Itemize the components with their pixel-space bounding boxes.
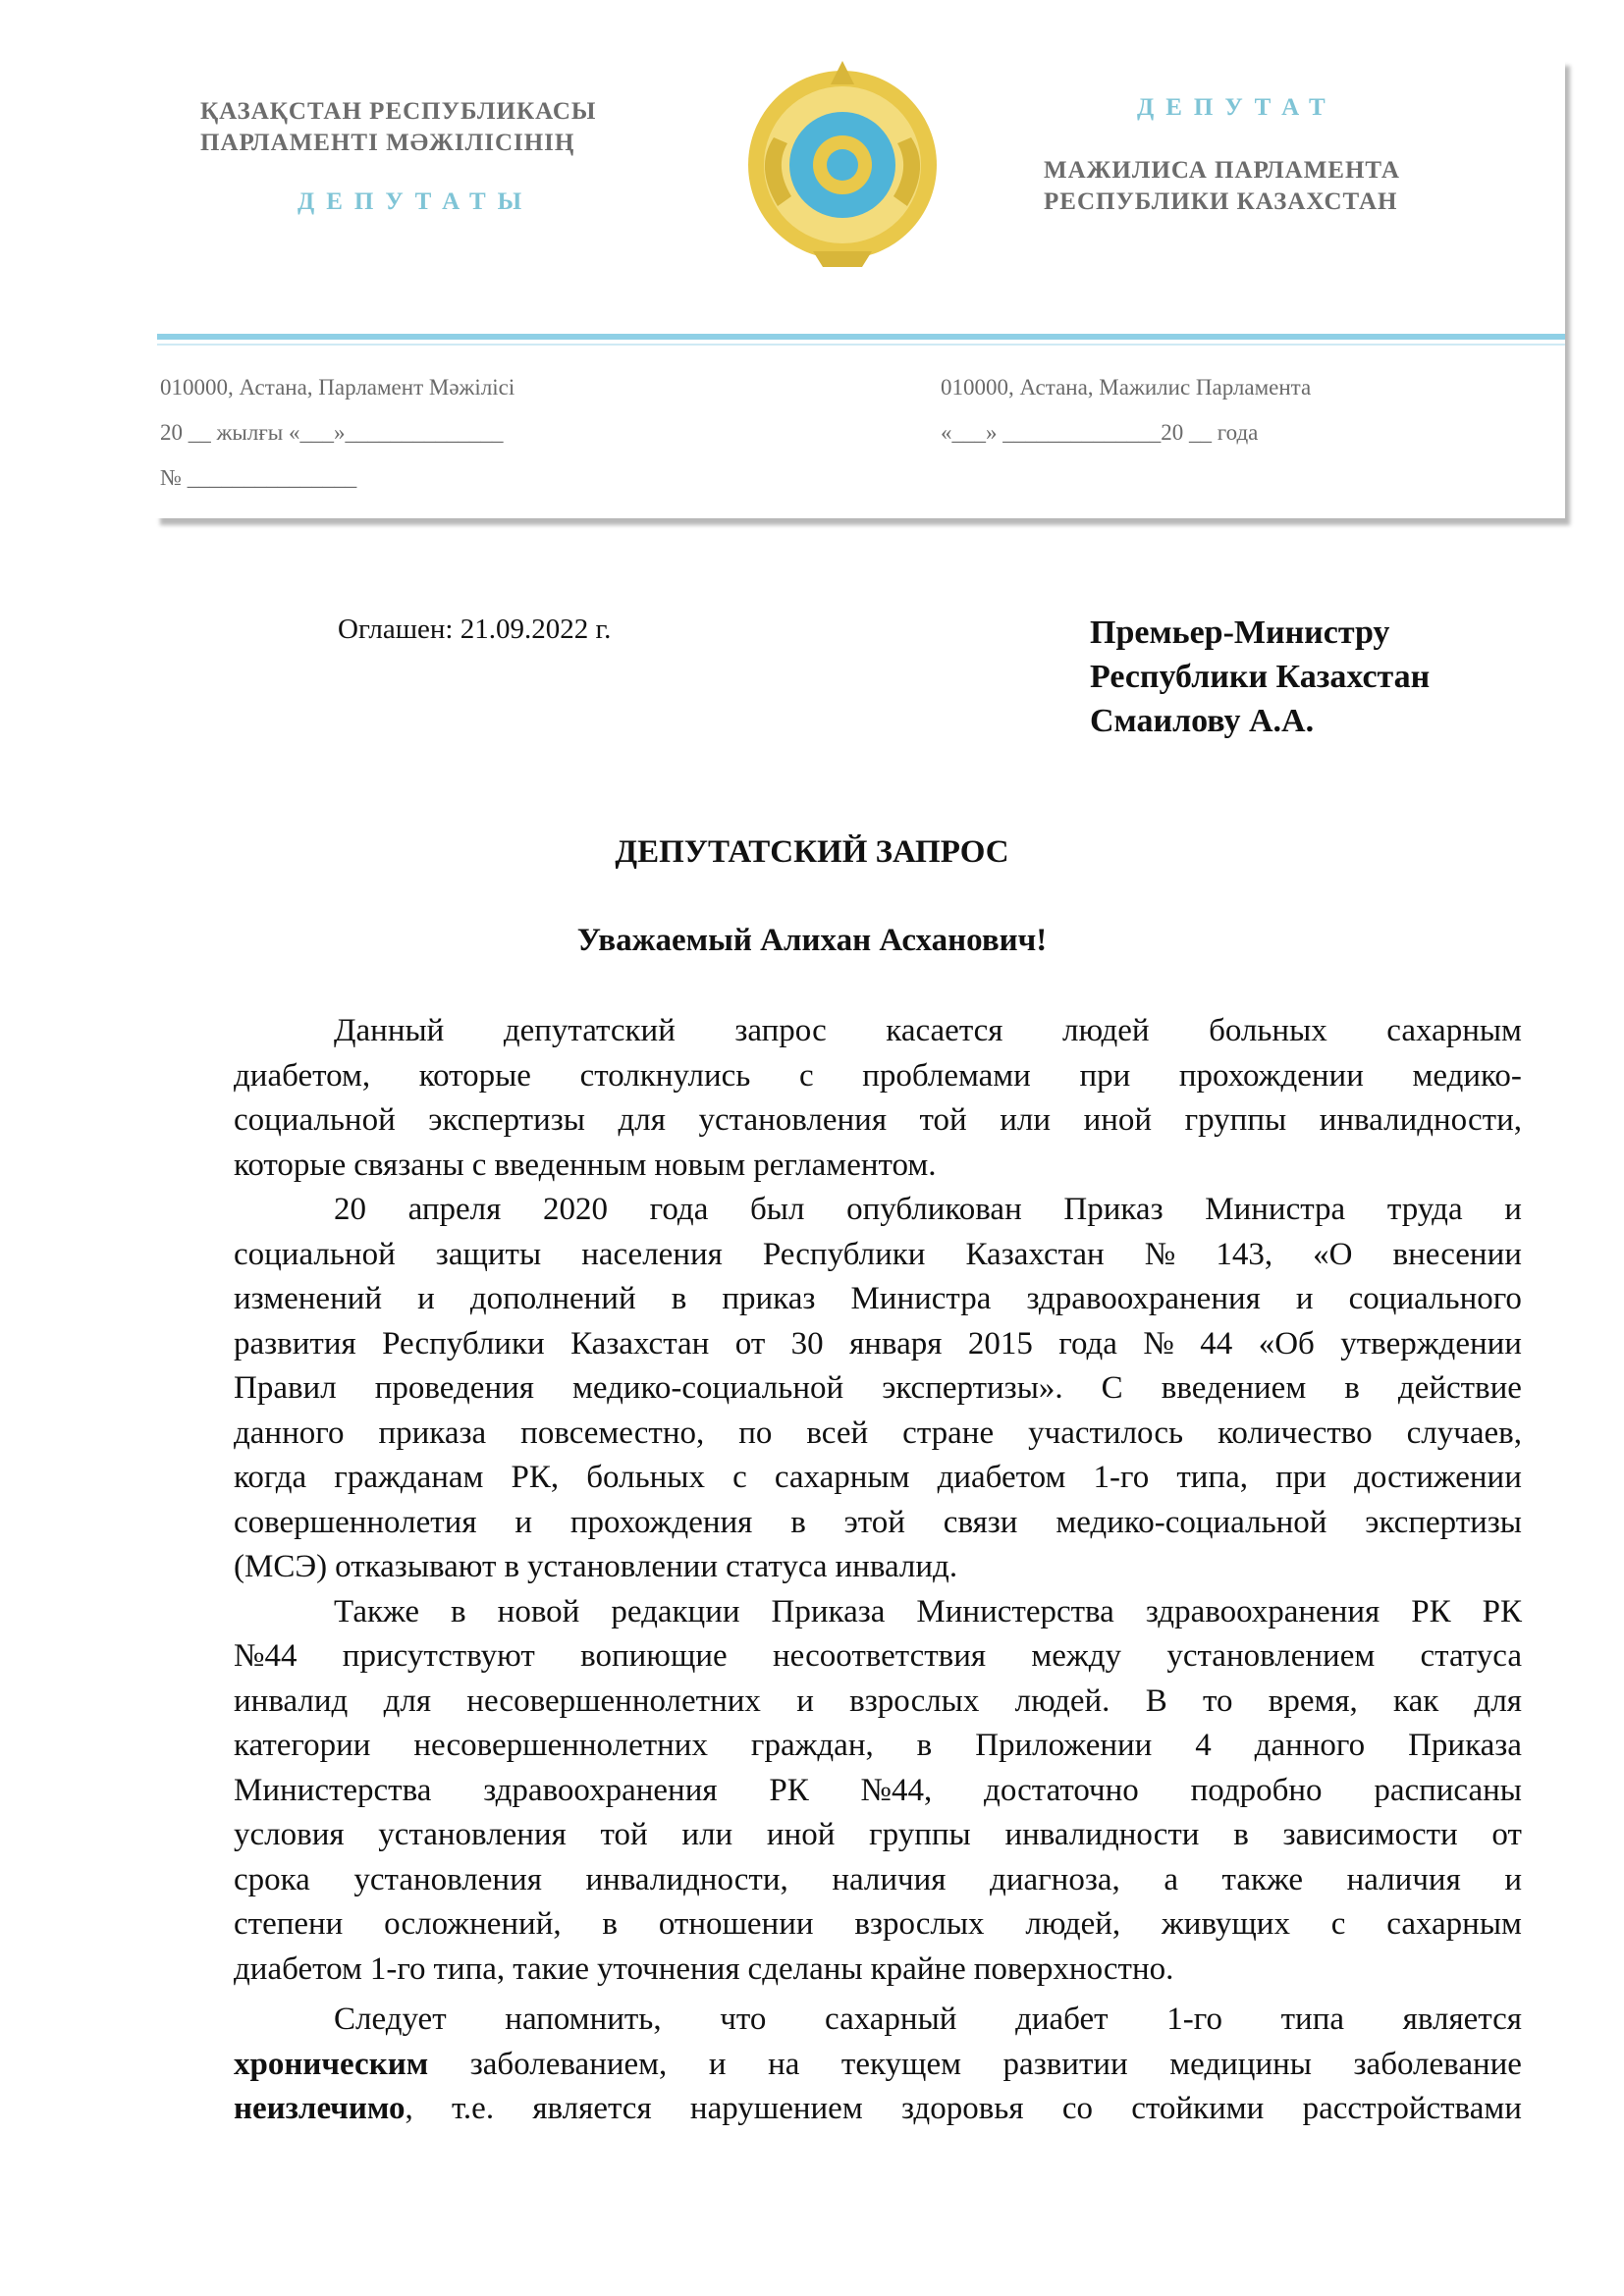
body-word: в [504, 1549, 520, 1584]
body-word: Республики [762, 1236, 926, 1272]
body-word: для [1474, 1682, 1522, 1719]
letterhead-right-org-line: РЕСПУБЛИКИ КАЗАХСТАН [1044, 188, 1398, 215]
body-word: приказ [722, 1281, 816, 1316]
body-word: а [1164, 1861, 1178, 1897]
body-word: такие [513, 1950, 589, 1987]
body-word: или [681, 1817, 733, 1852]
body-word: по [738, 1415, 773, 1451]
letterhead-right-deputy: ДЕПУТАТ [1137, 94, 1337, 121]
body-word: сахарным [1386, 1013, 1522, 1048]
body-word: экспертизы». [882, 1370, 1063, 1406]
body-line [234, 1902, 1522, 1948]
body-word: данного [1254, 1728, 1366, 1763]
body-word: наличия [1346, 1861, 1461, 1897]
body-word: медико-социальной [572, 1370, 844, 1406]
body-word: присутствуют [342, 1638, 535, 1674]
body-word: с [798, 1057, 814, 1094]
body-word: был [750, 1192, 805, 1227]
body-word: срока [234, 1861, 310, 1897]
body-word: 1-го [1166, 2002, 1222, 2037]
body-word: введенным [494, 1147, 647, 1183]
body-word: которые [234, 1147, 347, 1183]
body-word: № [1143, 1325, 1174, 1362]
body-word: и [1295, 1281, 1314, 1316]
body-word: социальной [234, 1236, 396, 1272]
body-word: связи [943, 1504, 1018, 1540]
body-line [234, 1724, 1522, 1769]
body-word: инвалид [234, 1682, 349, 1719]
body-word: новым [654, 1147, 746, 1183]
letterhead-left-number-line: № _______________ [160, 465, 357, 490]
letterhead-left-address-line: 010000, Астана, Парламент Мәжілісі [160, 375, 515, 400]
body-word: для [618, 1102, 666, 1138]
body-word: несовершеннолетних [466, 1682, 761, 1719]
document-body [234, 1009, 1522, 2132]
body-word: диабет [1015, 2002, 1109, 2037]
body-word: всей [806, 1415, 869, 1451]
body-line [234, 1858, 1522, 1903]
body-word: внесении [1392, 1236, 1522, 1272]
body-word: Министра [1205, 1192, 1346, 1227]
body-word: установления [698, 1102, 888, 1138]
body-word: установлении [527, 1549, 719, 1584]
body-word: медицины [1169, 2046, 1312, 2082]
body-word: РК, [511, 1460, 560, 1495]
body-word: повсеместно, [520, 1415, 705, 1451]
body-word: зависимости [1282, 1817, 1458, 1852]
body-word: 20 [334, 1192, 366, 1227]
body-word: от [1491, 1817, 1522, 1852]
body-line [234, 1680, 1522, 1725]
body-word: (МСЭ) [234, 1549, 328, 1584]
body-word: РК [769, 1772, 809, 1808]
recipient-block [1090, 611, 1430, 743]
body-word: заболеванием, [469, 2046, 668, 2082]
body-word: иной [1083, 1102, 1153, 1138]
letterhead-left-org-line: ПАРЛАМЕНТІ МӘЖІЛІСІНІҢ [200, 130, 575, 156]
body-word: нарушением [689, 2091, 863, 2126]
body-word: что [720, 2002, 767, 2037]
body-word: той [600, 1817, 648, 1852]
body-word: сахарный [825, 2002, 957, 2037]
body-word: «Об [1258, 1325, 1315, 1362]
body-word: медико-социальной [1056, 1504, 1327, 1540]
letterhead-right-address [941, 365, 1311, 455]
letterhead-right-organization [1044, 155, 1554, 218]
body-word: в [790, 1504, 806, 1540]
letterhead [155, 59, 1565, 518]
recipient-line: Республики Казахстан [1090, 659, 1431, 695]
body-line [234, 1322, 1522, 1367]
body-word: 143, [1216, 1236, 1273, 1272]
body-word: прохождения [569, 1504, 753, 1540]
body-word: напомнить, [505, 2002, 662, 2037]
body-word: в [916, 1728, 933, 1763]
body-line [234, 1998, 1522, 2043]
body-word: степени [234, 1906, 344, 1942]
body-word: отношении [658, 1906, 814, 1942]
body-word: 1-го [369, 1950, 426, 1987]
body-line [234, 1412, 1522, 1457]
body-word: типа, [1176, 1460, 1248, 1495]
body-line [234, 1590, 1522, 1635]
body-word: №44 [234, 1638, 298, 1674]
body-word: диабетом [234, 1950, 362, 1987]
body-word: типа, [433, 1950, 506, 1987]
body-word: живущих [1161, 1906, 1290, 1942]
body-word: установления [353, 1861, 542, 1897]
body-word: социального [1348, 1281, 1522, 1316]
body-word: РК [1482, 1593, 1522, 1629]
body-word: гражданам [334, 1460, 484, 1495]
body-word: сахарным [1386, 1906, 1522, 1942]
body-word: стране [902, 1415, 995, 1451]
body-word: действие [1397, 1370, 1522, 1406]
body-word: апреля [407, 1192, 502, 1227]
body-word: текущем [840, 2046, 961, 2082]
body-word: между [1031, 1638, 1122, 1674]
body-line [234, 1233, 1522, 1278]
body-word: новой [497, 1593, 580, 1629]
body-word: депутатский [503, 1013, 676, 1048]
body-word: защиты [435, 1236, 542, 1272]
salutation: Уважаемый Алихан Асханович! [576, 923, 1048, 958]
body-word: и [417, 1281, 435, 1316]
body-line [234, 1009, 1522, 1054]
body-word: экспертизы [428, 1102, 585, 1138]
body-word: инвалид. [835, 1549, 958, 1584]
body-word: условия [234, 1817, 345, 1852]
body-line [234, 1366, 1522, 1412]
body-word-bold: хроническим [234, 2046, 429, 2082]
body-word: время, [1268, 1682, 1358, 1719]
body-word: наличия [832, 1861, 947, 1897]
body-word: проблемами [862, 1057, 1031, 1094]
body-word: отказывают [335, 1549, 497, 1584]
body-word: граждан, [750, 1728, 874, 1763]
body-word: типа [1280, 2002, 1345, 2037]
body-word: данного [234, 1415, 345, 1451]
body-word: 30 [790, 1325, 824, 1362]
body-word: Министерства [234, 1772, 432, 1808]
body-word: категории [234, 1728, 371, 1763]
letterhead-right-org-line: МАЖИЛИСА ПАРЛАМЕНТА [1044, 157, 1400, 184]
body-word: несовершеннолетних [413, 1728, 708, 1763]
body-word: С [1101, 1370, 1123, 1406]
body-line [234, 1456, 1522, 1501]
body-word: развития [234, 1325, 356, 1362]
body-word: приказа [378, 1415, 487, 1451]
body-word: т.е. [451, 2091, 495, 2126]
body-word: в [1344, 1370, 1360, 1406]
body-word: сделаны [747, 1950, 863, 1987]
body-word: вопиющие [580, 1638, 728, 1674]
body-word: в [602, 1906, 619, 1942]
announcement-date: Оглашен: 21.09.2022 г. [338, 614, 612, 645]
body-word: совершеннолетия [234, 1504, 477, 1540]
body-word: экспертизы [1365, 1504, 1522, 1540]
body-word: также [1221, 1861, 1304, 1897]
body-word: проведения [374, 1370, 534, 1406]
body-word: запрос [734, 1013, 827, 1048]
body-word: №44, [860, 1772, 933, 1808]
body-word: 2020 [542, 1192, 608, 1227]
body-word: подробно [1190, 1772, 1323, 1808]
body-word: со [1061, 2091, 1093, 2126]
body-word: регламентом. [753, 1147, 937, 1183]
body-word: сахарным [774, 1460, 910, 1495]
body-word: здравоохранения [1026, 1281, 1261, 1316]
body-word: установлением [1166, 1638, 1376, 1674]
body-word: и [1504, 1192, 1522, 1227]
body-word: 4 [1195, 1728, 1212, 1763]
body-word: взрослых [849, 1682, 980, 1719]
body-word: социальной [234, 1102, 396, 1138]
body-word: при [1275, 1460, 1326, 1495]
body-word: прохождении [1178, 1057, 1364, 1094]
body-word: достаточно [984, 1772, 1139, 1808]
body-word: заболевание [1353, 2046, 1522, 2082]
body-word: Также [334, 1593, 420, 1629]
body-word: группы [1184, 1102, 1287, 1138]
body-word: 44 [1200, 1325, 1233, 1362]
body-word: и [1504, 1861, 1522, 1897]
letterhead-divider-thin [157, 344, 1565, 346]
body-line [234, 2043, 1522, 2088]
body-word: которые [418, 1057, 531, 1094]
body-word: больных [1209, 1013, 1327, 1048]
body-word: Приложении [975, 1728, 1153, 1763]
body-line [234, 1144, 1522, 1189]
body-line [234, 1948, 1522, 1993]
recipient-line: Премьер-Министру [1090, 614, 1390, 651]
body-word: группы [869, 1817, 971, 1852]
body-line [234, 1501, 1522, 1546]
body-word: от [734, 1325, 766, 1362]
body-word: то [1202, 1682, 1233, 1719]
body-line [234, 1054, 1522, 1099]
body-word: Следует [334, 2002, 447, 2037]
letterhead-left-date-line: 20 __ жылғы «___»______________ [160, 420, 504, 445]
body-line [234, 1545, 1522, 1590]
body-word: и [796, 1682, 814, 1719]
body-word: этой [843, 1504, 905, 1540]
body-word: установления [378, 1817, 567, 1852]
body-word: Правил [234, 1370, 337, 1406]
body-word: Приказ [1063, 1192, 1164, 1227]
body-word: на [768, 2046, 800, 2082]
body-word: уточнения [597, 1950, 740, 1987]
document-title: ДЕПУТАТСКИЙ ЗАПРОС [615, 834, 1009, 870]
recipient-line: Смаилову А.А. [1090, 703, 1315, 739]
body-word: здравоохранения [483, 1772, 718, 1808]
body-word: РК [1411, 1593, 1451, 1629]
body-word: статуса [1420, 1638, 1522, 1674]
body-word: Министерства [916, 1593, 1114, 1629]
body-word: расстройствами [1302, 2091, 1522, 2126]
body-word: Республики [382, 1325, 545, 1362]
body-word: с [1330, 1906, 1346, 1942]
body-word: столкнулись [579, 1057, 751, 1094]
body-word: января [849, 1325, 943, 1362]
body-word: Данный [334, 1013, 445, 1048]
body-word: с [471, 1147, 487, 1183]
body-word: дополнений [469, 1281, 636, 1316]
letterhead-left-org-line: ҚАЗАҚСТАН РЕСПУБЛИКАСЫ [200, 98, 597, 125]
body-line [234, 1634, 1522, 1680]
body-word: диабетом, [234, 1057, 371, 1094]
body-word: участилось [1028, 1415, 1184, 1451]
body-word: когда [234, 1460, 307, 1495]
body-word: для [383, 1682, 432, 1719]
state-emblem-icon [744, 59, 941, 269]
body-word: с [732, 1460, 747, 1495]
body-word: № [1144, 1236, 1176, 1272]
body-word: в [451, 1593, 466, 1629]
letterhead-left-deputy: ДЕПУТАТЫ [298, 188, 534, 215]
body-word: людей. [1014, 1682, 1110, 1719]
body-word: инвалидности [1004, 1817, 1200, 1852]
letterhead-left-address [160, 365, 514, 501]
letterhead-divider [157, 334, 1565, 340]
body-word: Министра [850, 1281, 992, 1316]
body-word: и [514, 1504, 533, 1540]
body-word: является [1402, 2002, 1522, 2037]
body-word: иной [766, 1817, 836, 1852]
body-word: является [532, 2091, 652, 2126]
body-word: в [1233, 1817, 1249, 1852]
body-word: «О [1313, 1236, 1353, 1272]
body-word: касается [886, 1013, 1003, 1048]
body-word: инвалидности, [1319, 1102, 1522, 1138]
body-line [234, 1188, 1522, 1233]
body-word: диагноза, [990, 1861, 1120, 1897]
body-line [234, 1769, 1522, 1814]
body-word: медико- [1412, 1057, 1522, 1094]
body-word: года [649, 1192, 709, 1227]
letterhead-left-organization [200, 96, 711, 159]
letterhead-right-date-line: «___» ______________20 __ года [941, 420, 1259, 445]
body-word: той [919, 1102, 967, 1138]
body-word: людей [1062, 1013, 1150, 1048]
body-word: случаев, [1406, 1415, 1522, 1451]
body-word: поверхностно. [973, 1950, 1174, 1987]
body-word: введением [1161, 1370, 1307, 1406]
body-word: и [708, 2046, 727, 2082]
body-line [234, 2087, 1522, 2132]
body-word: взрослых [854, 1906, 985, 1942]
body-word: связаны [353, 1147, 464, 1183]
body-word: Казахстан [570, 1325, 710, 1362]
body-word: здоровья [900, 2091, 1024, 2126]
body-word: в [671, 1281, 687, 1316]
body-word: 2015 [967, 1325, 1033, 1362]
letterhead-right-address-line: 010000, Астана, Мажилис Парламента [941, 375, 1312, 400]
body-word: В [1145, 1682, 1167, 1719]
body-word: больных [586, 1460, 705, 1495]
body-word [234, 2043, 428, 2088]
body-word: при [1079, 1057, 1131, 1094]
body-word: труда [1386, 1192, 1463, 1227]
body-word: диабетом [937, 1460, 1066, 1495]
body-word: изменений [234, 1281, 383, 1316]
body-word: стойкими [1131, 2091, 1265, 2126]
body-word: или [1000, 1102, 1052, 1138]
body-word: Казахстан [965, 1236, 1105, 1272]
body-word: людей, [1025, 1906, 1121, 1942]
body-word-bold: неизлечимо [234, 2091, 406, 2126]
body-word: крайне [870, 1950, 966, 1987]
body-word: Приказа [771, 1593, 886, 1629]
body-word: неизлечимо, [234, 2091, 413, 2126]
body-word: здравоохранения [1145, 1593, 1380, 1629]
body-line [234, 1098, 1522, 1144]
body-word: года [1058, 1325, 1117, 1362]
body-word: опубликован [846, 1192, 1022, 1227]
body-word: расписаны [1374, 1772, 1522, 1808]
body-word: статуса [726, 1549, 828, 1584]
body-line [234, 1813, 1522, 1858]
body-word: количество [1218, 1415, 1373, 1451]
body-word: как [1393, 1682, 1439, 1719]
body-word: 1-го [1093, 1460, 1150, 1495]
body-word: редакции [611, 1593, 740, 1629]
body-word: населения [581, 1236, 723, 1272]
body-word: осложнений, [384, 1906, 562, 1942]
body-line [234, 1277, 1522, 1322]
body-word: Приказа [1408, 1728, 1522, 1763]
body-word: несоответствия [772, 1638, 987, 1674]
body-word: развитии [1002, 2046, 1128, 2082]
body-word: утверждении [1340, 1325, 1522, 1362]
body-word: инвалидности, [585, 1861, 788, 1897]
body-word: достижении [1354, 1460, 1522, 1495]
